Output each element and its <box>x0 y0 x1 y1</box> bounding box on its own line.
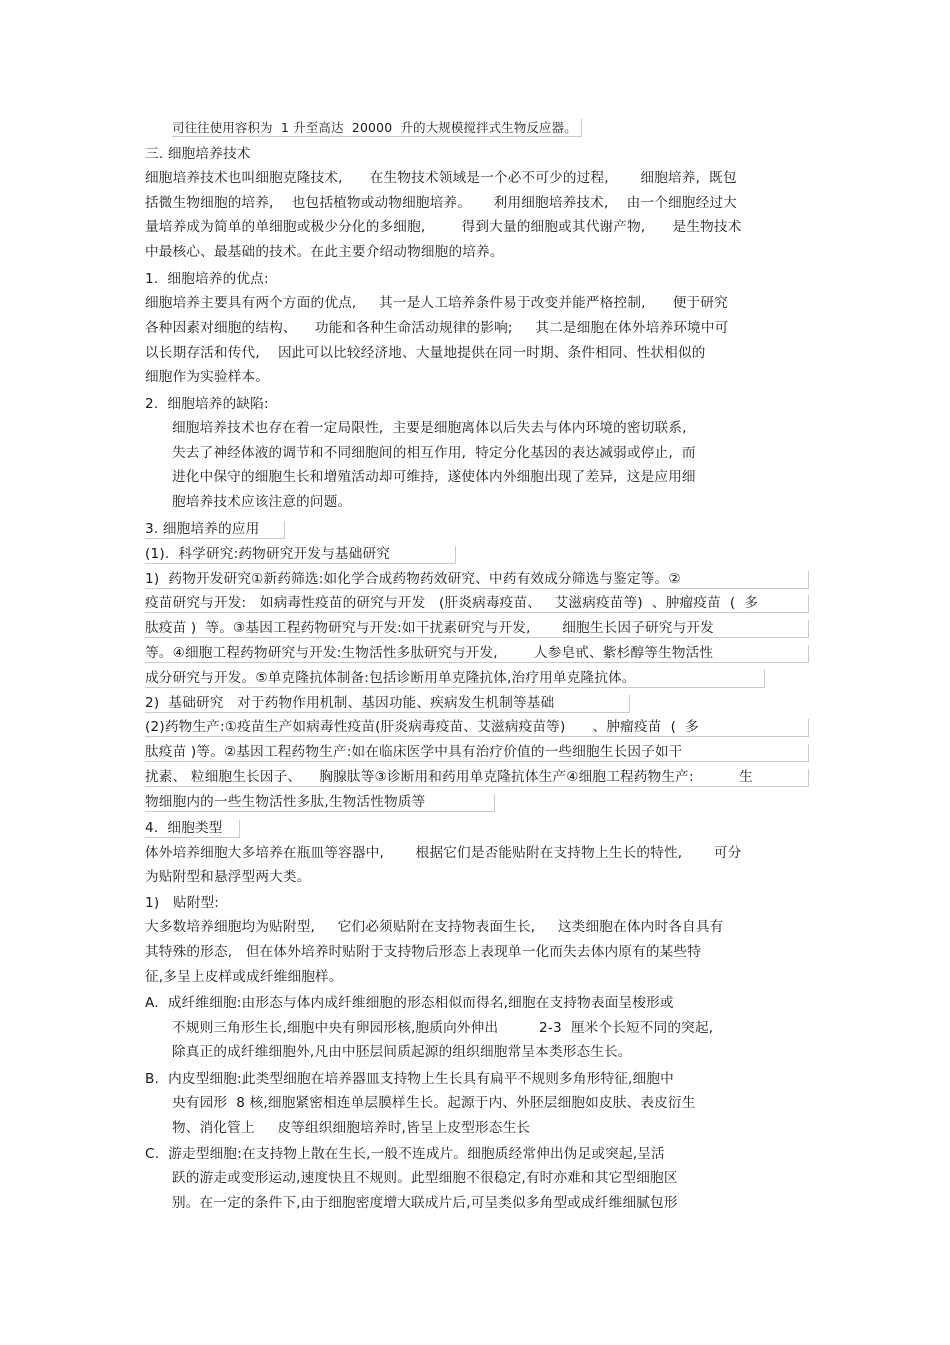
text-line: 细胞培养主要具有两个方面的优点, 其一是人工培养条件易于改变并能严格控制, 便于研究 <box>145 295 728 311</box>
text-line: 胞培养技术应该注意的问题。 <box>172 494 352 510</box>
list-item: B. 内皮型细胞:此类型细胞在培养器皿支持物上生长具有扁平不规则多角形特征,细胞中 <box>145 1071 674 1087</box>
text-line: 扰素、 粒细胞生长因子、 胸腺肽等③诊断用和药用单克隆抗体生产④细胞工程药物生产: 生 <box>145 769 809 787</box>
subheading: 4. 细胞类型 <box>145 820 240 838</box>
text-line: 以长期存活和传代, 因此可以比较经济地、大量地提供在同一时期、条件相同、性状相似的 <box>145 345 706 361</box>
text-line: 细胞作为实验样本。 <box>145 369 270 385</box>
text-line: 量培养成为简单的单细胞或极少分化的多细胞, 得到大量的细胞或其代谢产物, 是生物技术 <box>145 219 742 235</box>
text-line: 1) 药物开发研究①新药筛选:如化学合成药物药效研究、中药有效成分筛选与鉴定等。② <box>145 571 809 589</box>
text-line: 为贴附型和悬浮型两大类。 <box>145 869 311 885</box>
text-line: 司往往使用容积为 1 升至高达 20000 升的大规模搅拌式生物反应器。 <box>172 119 582 137</box>
text-line: 进化中保守的细胞生长和增殖活动却可维持, 遂使体内外细胞出现了差异, 这是应用细 <box>172 469 696 485</box>
text-line: 各种因素对细胞的结构、 功能和各种生命活动规律的影响; 其二是细胞在体外培养环境中可 <box>145 320 729 336</box>
text-line: 物、消化管上 皮等组织细胞培养时,皆呈上皮型形态生长 <box>172 1120 531 1136</box>
text-line: 疫苗研究与开发: 如病毒性疫苗的研究与开发 (肝炎病毒疫苗、 艾滋病疫苗等) 、肿瘤疫苗 ( 多 <box>145 595 809 613</box>
text-line: 失去了神经体液的调节和不同细胞间的相互作用, 特定分化基因的表达减弱或停止, 而 <box>172 445 696 461</box>
text-line: 别。在一定的条件下,由于细胞密度增大联成片后,可呈类似多角型或成纤维细腻包形 <box>172 1195 678 1211</box>
text-line: 其特殊的形态, 但在体外培养时贴附于支持物后形态上表现单一化而失去体内原有的某些特 <box>145 944 702 960</box>
text-line: 除真正的成纤维细胞外,凡由中胚层间质起源的组织细胞常呈本类形态生长。 <box>172 1044 632 1060</box>
subheading: 1) 贴附型: <box>145 895 220 911</box>
text-line: 等。④细胞工程药物研究与开发:生物活性多肽研究与开发, 人参皂甙、紫杉醇等生物活性 <box>145 645 809 663</box>
text-line: 征,多呈上皮样或成纤维细胞样。 <box>145 969 343 985</box>
text-line: 肽疫苗 ) 等。③基因工程药物研究与开发:如干扰素研究与开发, 细胞生长因子研究与开发 <box>145 620 809 638</box>
text-line: (2)药物生产:①疫苗生产如病毒性疫苗(肝炎病毒疫苗、艾滋病疫苗等) 、肿瘤疫苗 ( 多 <box>145 719 809 737</box>
subheading: (1). 科学研究:药物研究开发与基础研究 <box>145 546 456 564</box>
list-item: C. 游走型细胞:在支持物上散在生长,一般不连成片。细胞质经常伸出伪足或突起,呈活 <box>145 1146 665 1162</box>
text-line: 大多数培养细胞均为贴附型, 它们必须贴附在支持物表面生长, 这类细胞在体内时各自具有 <box>145 919 724 935</box>
text-line: 不规则三角形生长,细胞中央有卵园形核,胞质向外伸出 2-3 厘米个长短不同的突起, <box>172 1020 714 1036</box>
subheading: 2. 细胞培养的缺陷: <box>145 396 269 412</box>
text-line: 成分研究与开发。⑤单克隆抗体制备:包括诊断用单克隆抗体,治疗用单克隆抗体。 <box>145 670 765 688</box>
text-line: 央有园形 8 核,细胞紧密相连单层膜样生长。起源于内、外胚层细胞如皮肤、表皮衍生 <box>172 1095 696 1111</box>
text-line: 2) 基础研究 对于药物作用机制、基因功能、疾病发生机制等基础 <box>145 695 630 713</box>
text-line: 细胞培养技术也存在着一定局限性, 主要是细胞离体以后失去与体内环境的密切联系, <box>172 420 687 436</box>
text-line: 细胞培养技术也叫细胞克隆技术, 在生物技术领域是一个必不可少的过程, 细胞培养, 既包 <box>145 170 737 186</box>
text-line: 体外培养细胞大多培养在瓶皿等容器中, 根据它们是否能贴附在支持物上生长的特性, 可分 <box>145 845 742 861</box>
text-line: 括微生物细胞的培养, 也包括植物或动物细胞培养。 利用细胞培养技术, 由一个细胞经过大 <box>145 195 737 211</box>
text-line: 跃的游走或变形运动,速度快且不规则。此型细胞不很稳定,有时亦难和其它型细胞区 <box>172 1170 678 1186</box>
text-line: 肽疫苗 )等。②基因工程药物生产:如在临床医学中具有治疗价值的一些细胞生长因子如干 <box>145 744 809 762</box>
text-line: 物细胞内的一些生物活性多肽,生物活性物质等 <box>145 794 495 812</box>
subheading: 3. 细胞培养的应用 <box>145 521 285 539</box>
list-item: A. 成纤维细胞:由形态与体内成纤维细胞的形态相似而得名,细胞在支持物表面呈梭形或 <box>145 995 674 1011</box>
text-line: 中最核心、最基础的技术。在此主要介绍动物细胞的培养。 <box>145 244 504 260</box>
section-heading: 三. 细胞培养技术 <box>145 146 251 162</box>
subheading: 1. 细胞培养的优点: <box>145 271 269 287</box>
